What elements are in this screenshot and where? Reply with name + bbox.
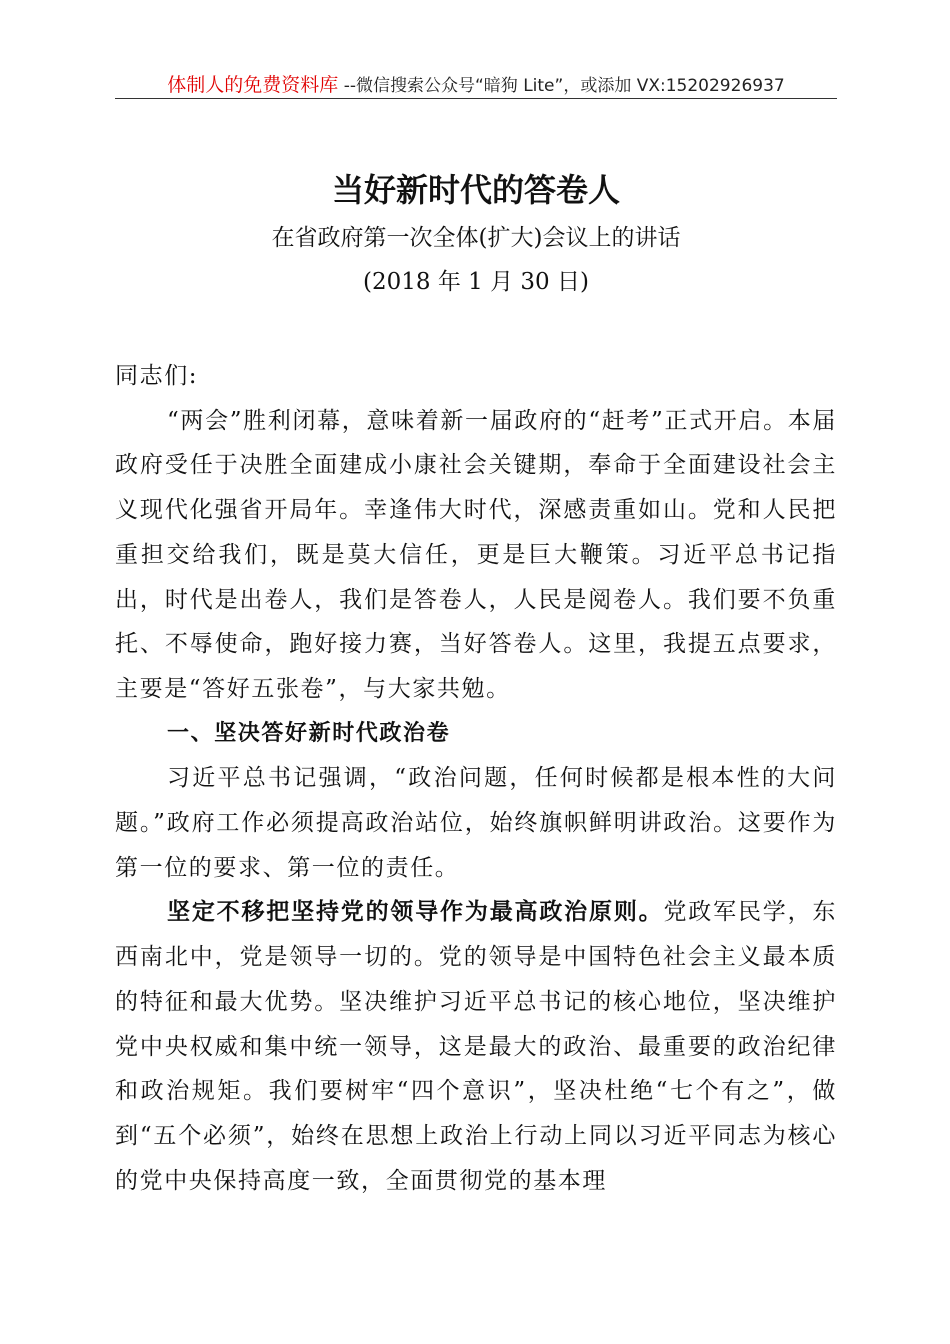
document-date: (2018 年 1 月 30 日) (363, 269, 589, 295)
watermark-header (115, 72, 837, 99)
paragraph-body-text: 党政军民学，东西南北中，党是领导一切的。党的领导是中国特色社会主义最本质的特征和最大优势。坚决维护习近平总书记的核心地位，坚决维护党中央权威和集中统一领导，这是最大的政治、最重要的政治纪律和政治规矩。我们要树牢“四个意识”，坚决杜绝“七个有之”，做到“五个必须”，始终在思想上政治上行动上同以习近平同志为核心的党中央保持高度一致，全面贯彻党的基本理 (115, 899, 838, 1194)
paragraph-party-leadership (115, 890, 837, 1203)
paragraph-politics: 习近平总书记强调，“政治问题，任何时候都是根本性的大问题。”政府工作必须提高政治站位，始终旗帜鲜明讲政治。这要作为第一位的要求、第一位的责任。 (115, 765, 837, 881)
document-subtitle: 在省政府第一次全体(扩大)会议上的讲话 (271, 225, 681, 251)
header-divider (115, 98, 837, 99)
header-brand: 体制人的免费资料库 (167, 74, 339, 96)
document-body (115, 354, 837, 1203)
header-note: --微信搜索公众号“暗狗 Lite”，或添加 VX:15202926937 (338, 76, 785, 96)
salutation: 同志们: (115, 363, 199, 389)
document-title: 当好新时代的答卷人 (331, 171, 620, 209)
section-heading-1: 一、坚决答好新时代政治卷 (167, 720, 451, 746)
paragraph-intro: “两会”胜利闭幕，意味着新一届政府的“赶考”正式开启。本届政府受任于决胜全面建成小康社会关键期，奉命于全面建设社会主义现代化强省开局年。幸逢伟大时代，深感责重如山。党和人民把重担交给我们，既是莫大信任，更是巨大鞭策。习近平总书记指出，时代是出卷人，我们是答卷人，人民是阅卷人。我们要不负重托、不辱使命，跑好接力赛，当好答卷人。这里，我提五点要求，主要是“答好五张卷”，与大家共勉。 (115, 407, 837, 702)
paragraph-lead-sentence: 坚定不移把坚持党的领导作为最高政治原则。 (167, 898, 664, 926)
